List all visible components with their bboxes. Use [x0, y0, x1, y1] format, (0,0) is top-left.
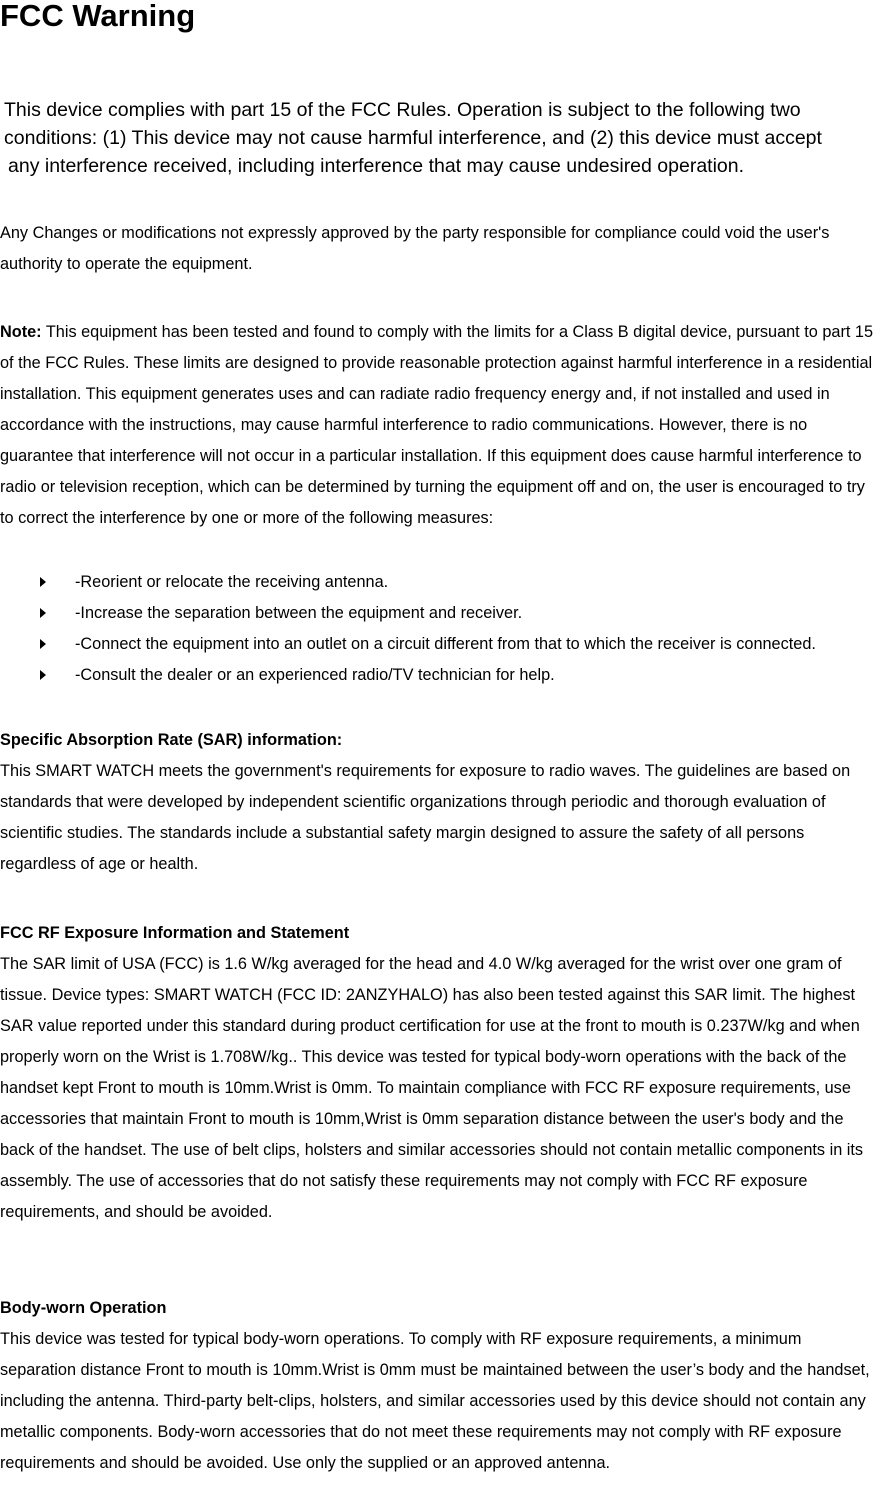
- triangle-bullet-icon: [40, 577, 46, 587]
- triangle-bullet-icon: [40, 608, 46, 618]
- rf-exposure-heading: FCC RF Exposure Information and Statement: [0, 924, 350, 942]
- list-item-text: -Increase the separation between the equipment and receiver.: [75, 604, 523, 622]
- list-item-text: -Connect the equipment into an outlet on a circuit different from that to which the receiver is connected.: [75, 635, 816, 653]
- measures-list: [0, 567, 875, 691]
- triangle-bullet-icon: [40, 670, 46, 680]
- note-text: This equipment has been tested and found to comply with the limits for a Class B digital device, pursuant to part 15 of the FCC Rules. These limits are designed to provide reasonable protection against harmful interference in a residential installation. This equipment generates uses and can radiate radio frequency energy and, if not installed and used in accordance with the instructions, may cause harmful interference to radio communications. However, there is no guarantee that interference will not occur in a particular installation. If this equipment does cause harmful interference to radio or television reception, which can be determined by turning the equipment off and on, the user is encouraged to try to correct the interference by one or more of the following measures:: [0, 323, 874, 527]
- list-item: [0, 567, 875, 598]
- triangle-bullet-icon: [40, 639, 46, 649]
- rf-exposure-section: [0, 918, 875, 1228]
- page-title: FCC Warning: [0, 0, 196, 33]
- body-worn-heading: Body-worn Operation: [0, 1299, 167, 1317]
- list-item-text: -Consult the dealer or an experienced radio/TV technician for help.: [75, 666, 555, 684]
- note-label: Note:: [0, 323, 42, 341]
- compliance-statement: [4, 96, 875, 180]
- body-worn-text: This device was tested for typical body-worn operations. To comply with RF exposure requirements, a minimum separation distance Front to mouth is 10mm.Wrist is 0mm must be maintained between the user’s body and the handset, including the antenna. Third-party belt-clips, holsters, and similar accessories used by this device should not contain any metallic components. Body-worn accessories that do not meet these requirements may not comply with RF exposure requirements and should be avoided. Use only the supplied or an approved antenna.: [0, 1330, 870, 1472]
- compliance-line: conditions: (1) This device may not cause harmful interference, and (2) this device must accept: [4, 127, 822, 149]
- changes-paragraph: Any Changes or modifications not expressly approved by the party responsible for compliance could void the user's authority to operate the equipment.: [0, 224, 830, 273]
- sar-text: This SMART WATCH meets the government's requirements for exposure to radio waves. The guidelines are based on standards that were developed by independent scientific organizations through periodic and thorough evaluation of scientific studies. The standards include a substantial safety margin designed to assure the safety of all persons regardless of age or health.: [0, 762, 851, 873]
- compliance-line: any interference received, including interference that may cause undesired operation.: [8, 155, 745, 177]
- compliance-line: This device complies with part 15 of the FCC Rules. Operation is subject to the following two: [4, 99, 801, 121]
- list-item: [0, 598, 875, 629]
- sar-heading: Specific Absorption Rate (SAR) information:: [0, 731, 343, 749]
- note-paragraph: [0, 317, 875, 534]
- rf-exposure-text: The SAR limit of USA (FCC) is 1.6 W/kg averaged for the head and 4.0 W/kg averaged for the wrist over one gram of tissue. Device types: SMART WATCH (FCC ID: 2ANZYHALO) has also been tested against this SAR limit. The highest SAR value reported under this standard during product certification for use at the front to mouth is 0.237W/kg and when properly worn on the Wrist is 1.708W/kg.. This device was tested for typical body-worn operations with the back of the handset kept Front to mouth is 10mm.Wrist is 0mm. To maintain compliance with FCC RF exposure requirements, use accessories that maintain Front to mouth is 10mm,Wrist is 0mm separation distance between the user's body and the back of the handset. The use of belt clips, holsters and similar accessories should not contain metallic components in its assembly. The use of accessories that do not satisfy these requirements may not comply with FCC RF exposure requirements, and should be avoided.: [0, 955, 864, 1221]
- body-worn-section: [0, 1293, 875, 1479]
- list-item: [0, 660, 875, 691]
- list-item: [0, 629, 875, 660]
- sar-section: [0, 725, 875, 880]
- list-item-text: -Reorient or relocate the receiving antenna.: [75, 573, 389, 591]
